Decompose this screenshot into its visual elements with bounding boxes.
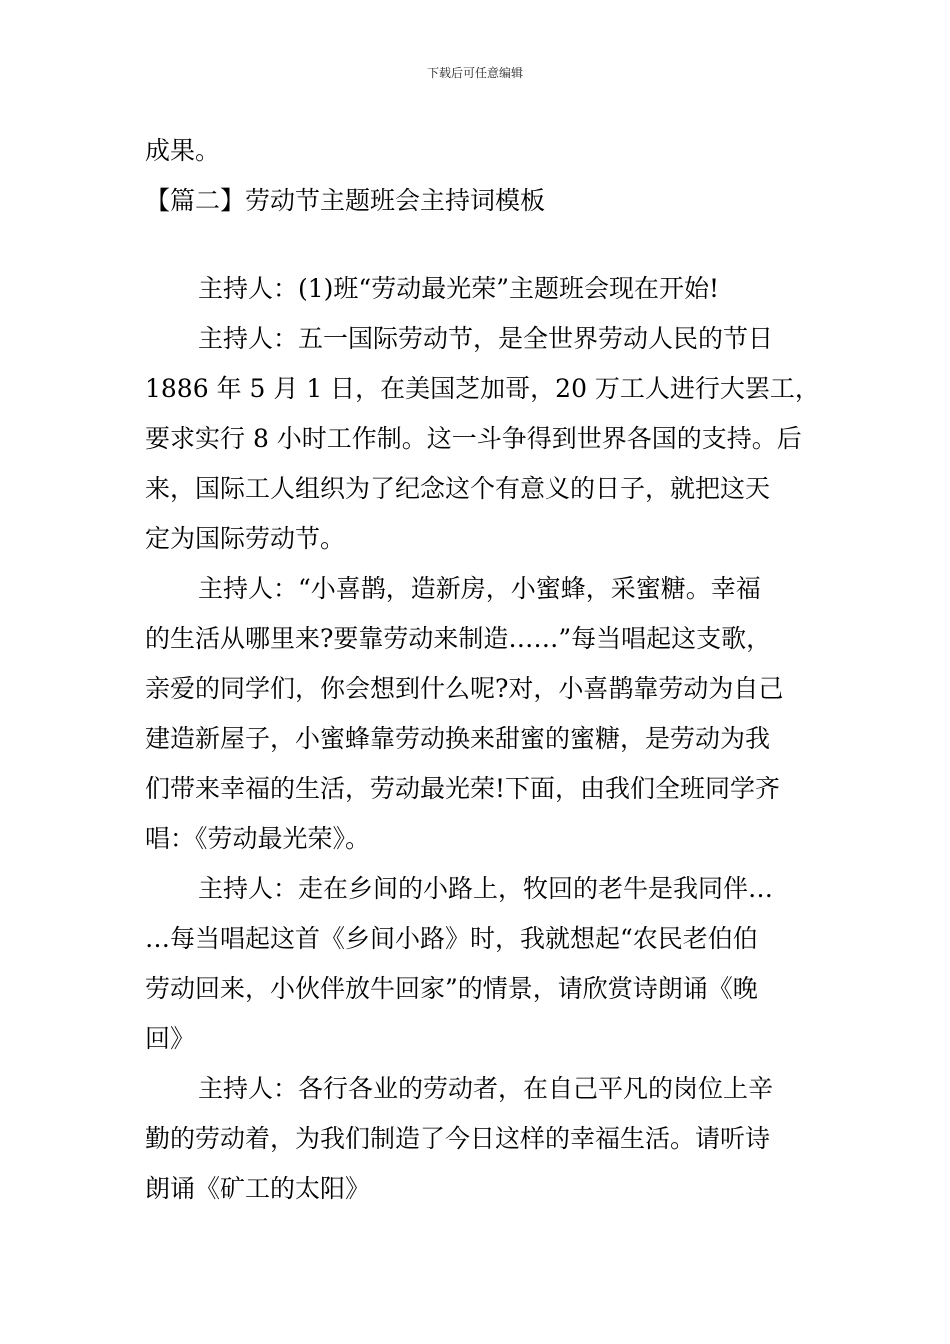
text-line: 回》 [145,1024,196,1053]
text-line: 建造新屋子，小蜜蜂靠劳动换来甜蜜的蜜糖，是劳动为我 [145,724,771,753]
text-line: 要求实行 8 小时工作制。这一斗争得到世界各国的支持。后 [145,424,802,453]
paragraph-line: 主持人：“小喜鹊，造新房，小蜜蜂，采蜜糖。幸福 [198,574,761,603]
paragraph-line: 主持人：五一国际劳动节，是全世界劳动人民的节日 [198,324,774,353]
text-line: 勤的劳动着，为我们制造了今日这样的幸福生活。请听诗 [145,1124,771,1153]
paragraph-line: 主持人：各行各业的劳动者，在自己平凡的岗位上辛 [198,1074,774,1103]
text-line: 亲爱的同学们，你会想到什么呢?对，小喜鹊靠劳动为自己 [145,674,784,703]
text-line: 1886 年 5 月 1 日，在美国芝加哥，20 万工人进行大罢工， [145,374,820,403]
paragraph-line: 主持人：走在乡间的小路上，牧回的老牛是我同伴… [198,874,774,903]
paragraph-line: 主持人：(1)班“劳动最光荣”主题班会现在开始! [198,274,720,303]
text-line: 的生活从哪里来?要靠劳动来制造……”每当唱起这支歌， [145,624,772,653]
text-line: 来，国际工人组织为了纪念这个有意义的日子，就把这天 [145,474,771,503]
text-line: 成果。 [145,136,221,165]
page-header: 下载后可任意编辑 [426,66,523,80]
document-body [145,126,820,1214]
paragraph-gap [145,226,810,264]
text-line: 朗诵《矿工的太阳》 [145,1174,371,1203]
text-line: 定为国际劳动节。 [145,524,346,553]
text-line: 唱：《劳动最光荣》。 [145,824,371,853]
section-heading: 【篇二】劳动节主题班会主持词模板 [145,186,546,215]
text-line: 们带来幸福的生活，劳动最光荣!下面，由我们全班同学齐 [145,774,781,803]
text-line: …每当唱起这首《乡间小路》时，我就想起“农民老伯伯 [145,924,758,953]
text-line: 劳动回来，小伙伴放牛回家”的情景，请欣赏诗朗诵《晚 [145,974,758,1003]
